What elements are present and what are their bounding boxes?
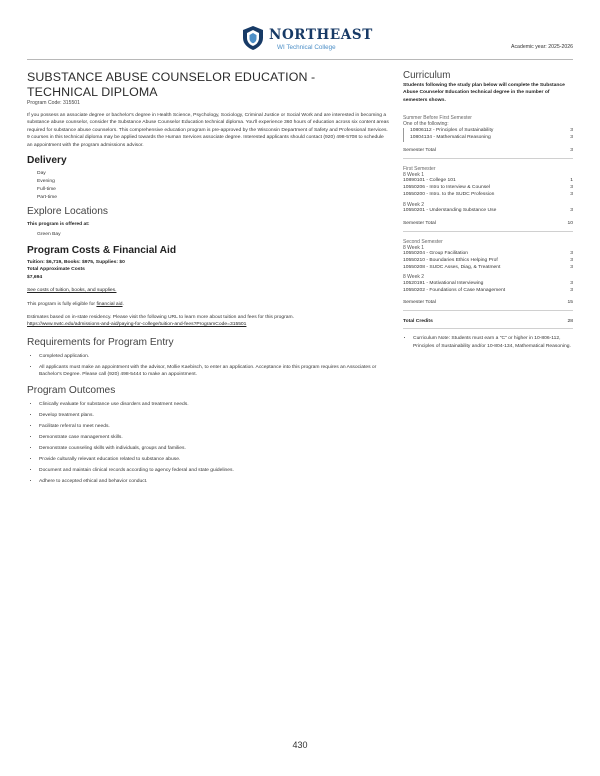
- requirements-heading: Requirements for Program Entry: [27, 336, 174, 348]
- term-first: First Semester: [403, 165, 436, 172]
- course-credits: 3: [570, 287, 573, 293]
- outcomes-list: [27, 401, 389, 485]
- course-row: [403, 281, 573, 288]
- offered-label: This program is offered at:: [27, 222, 90, 228]
- course-name: 10520191 - Motivational Interviewing: [403, 281, 484, 287]
- delivery-section: [27, 155, 389, 202]
- course-row: [403, 192, 573, 199]
- course-row: [403, 265, 573, 272]
- delivery-list: [27, 170, 389, 202]
- course-name: 10550204 - Group Facilitation: [403, 251, 469, 257]
- page-number: 430: [292, 740, 308, 750]
- list-item: • Clinically evaluate for substance use disorders and treatment needs.: [39, 401, 389, 408]
- course-credits: 3: [570, 251, 573, 257]
- course-name: 10550208 - SUDC Asses, Diag, & Treatment: [403, 264, 501, 270]
- header-divider: [27, 59, 573, 60]
- curriculum-column: [403, 70, 573, 350]
- list-item: • Provide culturally relevant education related to substance abuse.: [39, 456, 389, 463]
- outcomes-section: [27, 385, 389, 485]
- tuition-url-link[interactable]: https://www.nwtc.edu/admissions-and-aid/paying-for-college/tuition-and-fees?ProgramCode=315501: [27, 322, 247, 328]
- course-credits: 3: [570, 264, 573, 270]
- list-item: Day: [37, 171, 46, 177]
- choice-group: [403, 128, 573, 141]
- tuition-line: Tuition: $6,719, Books: $975, Supplies: $0: [27, 259, 125, 265]
- program-details-column: [27, 70, 389, 489]
- choice-label: One of the following:: [403, 120, 449, 127]
- course-credits: 3: [570, 258, 573, 264]
- total-costs-value: $7,694: [27, 274, 43, 280]
- curriculum-heading: Curriculum: [403, 70, 451, 81]
- curriculum-note: • Curriculum Note: Students must earn a "C" or higher in 10-806-112, Principles of Sustainability and/or 10-804-134, Mathematical Reasoning.: [413, 335, 573, 349]
- course-credits: 3: [570, 208, 573, 214]
- list-item: • Completed application.: [39, 353, 389, 360]
- list-item: • Demonstrate case management skills.: [39, 434, 389, 441]
- locations-heading: Explore Locations: [27, 206, 108, 218]
- costs-section: [27, 245, 389, 329]
- shield-icon: [241, 25, 265, 51]
- course-name: 10550200 - Intro. to the SUDC Profession: [403, 191, 495, 197]
- list-item: • Facilitate referral to meet needs.: [39, 423, 389, 430]
- semester-total-row: [403, 220, 573, 228]
- course-name: 10550210 - Boundaries Ethics Helping Prof: [403, 258, 498, 264]
- week-label: 8 Week 2: [403, 274, 425, 281]
- semester-total-value: 3: [570, 147, 573, 153]
- list-item: • All applicants must make an appointment with the advisor, Mollie Kaebisch, to enter an application. Acceptance into this program requires an Associates or Bachelor's Degree. Please call (920) 498-5444 to make an appointment.: [39, 364, 389, 379]
- delivery-heading: Delivery: [27, 155, 67, 167]
- course-row: [403, 288, 573, 295]
- financial-aid-link[interactable]: financial aid: [96, 301, 123, 307]
- curriculum-note-list: [403, 335, 573, 349]
- total-credits-value: 28: [567, 319, 573, 325]
- logo-name: NORTHEAST: [269, 27, 373, 43]
- program-title-line1: SUBSTANCE ABUSE COUNSELOR EDUCATION -: [27, 70, 316, 84]
- total-costs-label: Total Approximate Costs: [27, 267, 85, 273]
- divider: [403, 310, 573, 311]
- semester-total-row: [403, 147, 573, 155]
- eligible-prefix: This program is fully eligible for: [27, 301, 96, 307]
- divider: [403, 328, 573, 329]
- list-item: • Develop treatment plans.: [39, 412, 389, 419]
- course-credits: 1: [570, 178, 573, 184]
- course-row: [403, 258, 573, 265]
- divider: [403, 158, 573, 159]
- list-item: • Adhere to accepted ethical and behavior conduct.: [39, 478, 389, 485]
- semester-total-label: Semester Total: [403, 147, 436, 153]
- semester-total-value: 15: [567, 300, 573, 306]
- course-credits: 3: [570, 185, 573, 191]
- curriculum-intro: Students following the study plan below will complete the Substance Abuse Counselor Education technical degree in the number of semesters shown.: [403, 83, 565, 103]
- requirements-list: [27, 353, 389, 379]
- college-logo: [241, 25, 371, 55]
- costs-heading: Program Costs & Financial Aid: [27, 244, 177, 256]
- estimates-text: Estimates based on in-state residency. Please visit the following URL to learn more about tuition and fees for this program.: [27, 314, 295, 320]
- logo-subtitle: WI Technical College: [277, 44, 336, 51]
- course-name: 10806112 - Principles of Sustainability: [410, 128, 494, 134]
- list-item: • Demonstrate counseling skills with individuals, groups and families.: [39, 445, 389, 452]
- course-row: [410, 135, 573, 142]
- program-description: If you possess an associate degree or bachelor's degree in Health Science, Psychology, Sociology, Criminal Justice or Social Work and are interested in becoming a substance abuse counselor, consider the Substance Abuse Counselor Education technical diploma. You'll experience 360 hours of education across six content areas required for substance abuse counselors. This comprehensive education program is pre-approved by the Wisconsin Department of Safety and Professional Services. 9 courses in this technical diploma may be applied towards the Human Services associate degree. Interested applicants should contact (920) 498-5708 to schedule an appointment with the program admissions advisor.: [27, 113, 389, 148]
- course-row: [403, 208, 573, 215]
- list-item: Full-time: [37, 187, 56, 193]
- course-credits: 3: [570, 191, 573, 197]
- outcomes-heading: Program Outcomes: [27, 384, 116, 396]
- course-name: 10550201 - Understanding Substance Use: [403, 208, 497, 214]
- list-item: • Document and maintain clinical records according to agency federal and state guidelines.: [39, 467, 389, 474]
- course-credits: 3: [570, 281, 573, 287]
- program-title: [27, 70, 389, 99]
- course-credits: 3: [570, 128, 573, 134]
- total-credits-row: [403, 319, 573, 327]
- term-summer: Summer Before First Semester: [403, 114, 472, 121]
- course-name: 10550206 - Intro to Interview & Counsel: [403, 185, 491, 191]
- list-item: Evening: [37, 179, 55, 185]
- eligible-suffix: .: [122, 301, 124, 307]
- financial-aid-line: [27, 301, 389, 308]
- semester-total-value: 10: [567, 220, 573, 226]
- locations-section: [27, 206, 389, 239]
- course-row: [403, 185, 573, 192]
- divider: [403, 231, 573, 232]
- total-credits-label: Total Credits: [403, 319, 433, 325]
- semester-total-label: Semester Total: [403, 220, 436, 226]
- program-title-line2: TECHNICAL DIPLOMA: [27, 84, 158, 99]
- course-name: 10890101 - College 101: [403, 178, 456, 184]
- academic-year: Academic year: 2025-2026: [511, 44, 573, 50]
- week-label: 8 Week 1: [403, 171, 425, 178]
- semester-total-label: Semester Total: [403, 300, 436, 306]
- course-credits: 3: [570, 135, 573, 141]
- week-label: 8 Week 1: [403, 244, 425, 251]
- see-costs-link[interactable]: See costs of tuition, books, and supplies.: [27, 288, 117, 294]
- requirements-section: [27, 337, 389, 379]
- list-item: Green Bay: [37, 231, 61, 237]
- term-second: Second Semester: [403, 238, 443, 245]
- list-item: Part-time: [37, 195, 58, 201]
- semester-total-row: [403, 299, 573, 307]
- week-label: 8 Week 2: [403, 201, 425, 208]
- course-name: 10804134 - Mathematical Reasoning: [410, 135, 491, 141]
- course-name: 10550202 - Foundations of Case Management: [403, 287, 506, 293]
- program-code: Program Code: 315501: [27, 100, 80, 106]
- locations-list: [27, 231, 389, 239]
